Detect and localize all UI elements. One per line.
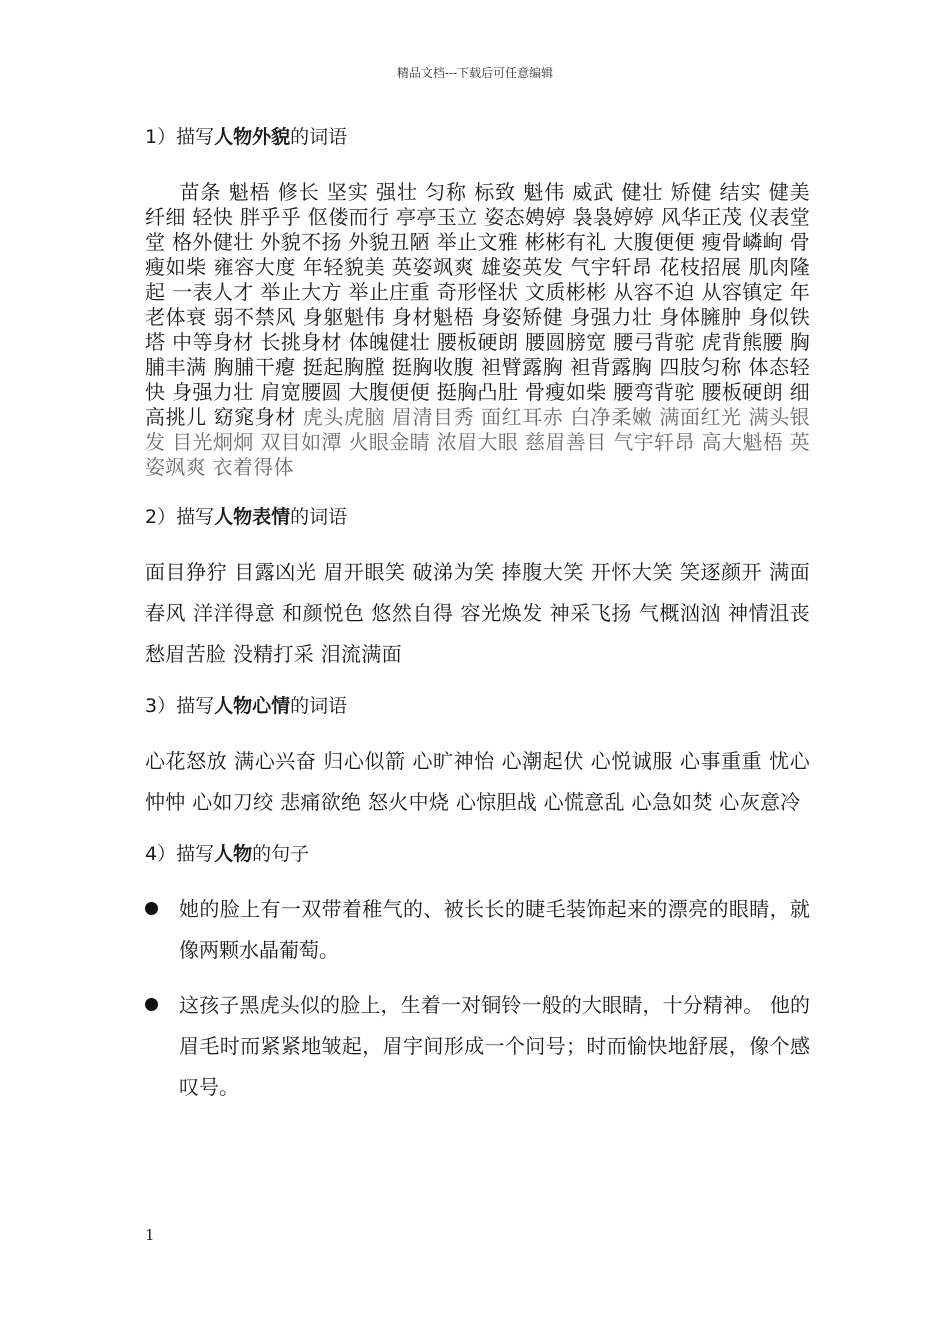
section-tail: 的词语: [290, 506, 348, 528]
section-title-appearance: [145, 120, 810, 154]
section-number: 2）描写: [145, 506, 215, 528]
section-keyword: 人物: [214, 843, 253, 865]
section-tail: 的句子: [252, 843, 310, 865]
section-title-mood: [145, 689, 810, 723]
section-keyword: 人物心情: [214, 695, 291, 717]
expression-words: 面目狰狞 目露凶光 眉开眼笑 破涕为笑 捧腹大笑 开怀大笑 笑逐颜开 满面春风 洋洋得意 和颜悦色 悠然自得 容光焕发 神采飞扬 气概汹汹 神情沮丧 愁眉苦脸 没精打采 泪流满面: [145, 560, 810, 666]
section-number: 3）描写: [145, 695, 215, 717]
section-number: 1）描写: [145, 126, 215, 148]
appearance-words: [145, 180, 810, 480]
bullet-dot-icon: [145, 998, 158, 1011]
page-header: 精品文档---下载后可任意编辑: [396, 66, 554, 80]
document-body: [145, 120, 810, 1108]
mood-words: 心花怒放 满心兴奋 归心似箭 心旷神怡 心潮起伏 心悦诚服 心事重重 忧心忡忡 心如刀绞 悲痛欲绝 怒火中烧 心惊胆战 心慌意乱 心急如焚 心灰意冷: [145, 749, 810, 814]
section-tail: 的词语: [290, 126, 348, 148]
bullet-text: 这孩子黑虎头似的脸上，生着一对铜铃一般的大眼睛，十分精神。 他的眉毛时而紧紧地皱起，眉宇间形成一个问号；时而愉快地舒展，像个感叹号。: [179, 993, 810, 1099]
section-title-expression: [145, 500, 810, 534]
section-number: 4）描写: [145, 843, 215, 865]
bullet-item: [145, 889, 810, 971]
bullet-dot-icon: [145, 902, 158, 915]
appearance-words-main: 苗条 魁梧 修长 坚实 强壮 匀称 标致 魁伟 威武 健壮 矫健 结实 健美 纤细 轻快 胖乎乎 伛偻而行 亭亭玉立 姿态娉婷 袅袅婷婷 风华正茂 仪表堂堂 格外健壮 外貌不扬 外貌丑陋 举止文雅 彬彬有礼 大腹便便 瘦骨嶙峋 骨瘦如柴 雍容大度 年轻貌美 英姿飒爽 雄姿英发 气宇轩昂 花枝招展 肌肉隆起 一表人才 举止大方 举止庄重 奇形怪状 文质彬彬 从容不迫 从容镇定 年老体衰 弱不禁风 身躯魁伟 身材魁梧 身姿矫健 身强力壮 身体臃肿 身似铁塔 中等身材 长挑身材 体魄健壮 腰板硬朗 腰圆膀宽 腰弓背驼 虎背熊腰 胸脯丰满 胸脯干瘪 挺起胸膛 挺胸收腹 袒臂露胸 袒背露胸 四肢匀称 体态轻快 身强力壮 肩宽腰圆 大腹便便 挺胸凸肚 骨瘦如柴 腰弯背驼 腰板硬朗 细高挑儿 窈窕身材: [145, 180, 810, 429]
bullet-item: [145, 985, 810, 1108]
appearance-words-gray: 虎头虎脑 眉清目秀 面红耳赤 白净柔嫩 满面红光 满头银发 目光炯炯 双目如潭 火眼金睛 浓眉大眼 慈眉善目 气宇轩昂 高大魁梧 英姿飒爽 衣着得体: [145, 405, 810, 479]
page-number: 1: [145, 1226, 155, 1244]
section-keyword: 人物外貌: [214, 126, 291, 148]
section-title-sentences: [145, 837, 810, 871]
section-keyword: 人物表情: [214, 506, 291, 528]
section-tail: 的词语: [290, 695, 348, 717]
bullet-text: 她的脸上有一双带着稚气的、被长长的睫毛装饰起来的漂亮的眼睛，就像两颗水晶葡萄。: [179, 897, 810, 962]
